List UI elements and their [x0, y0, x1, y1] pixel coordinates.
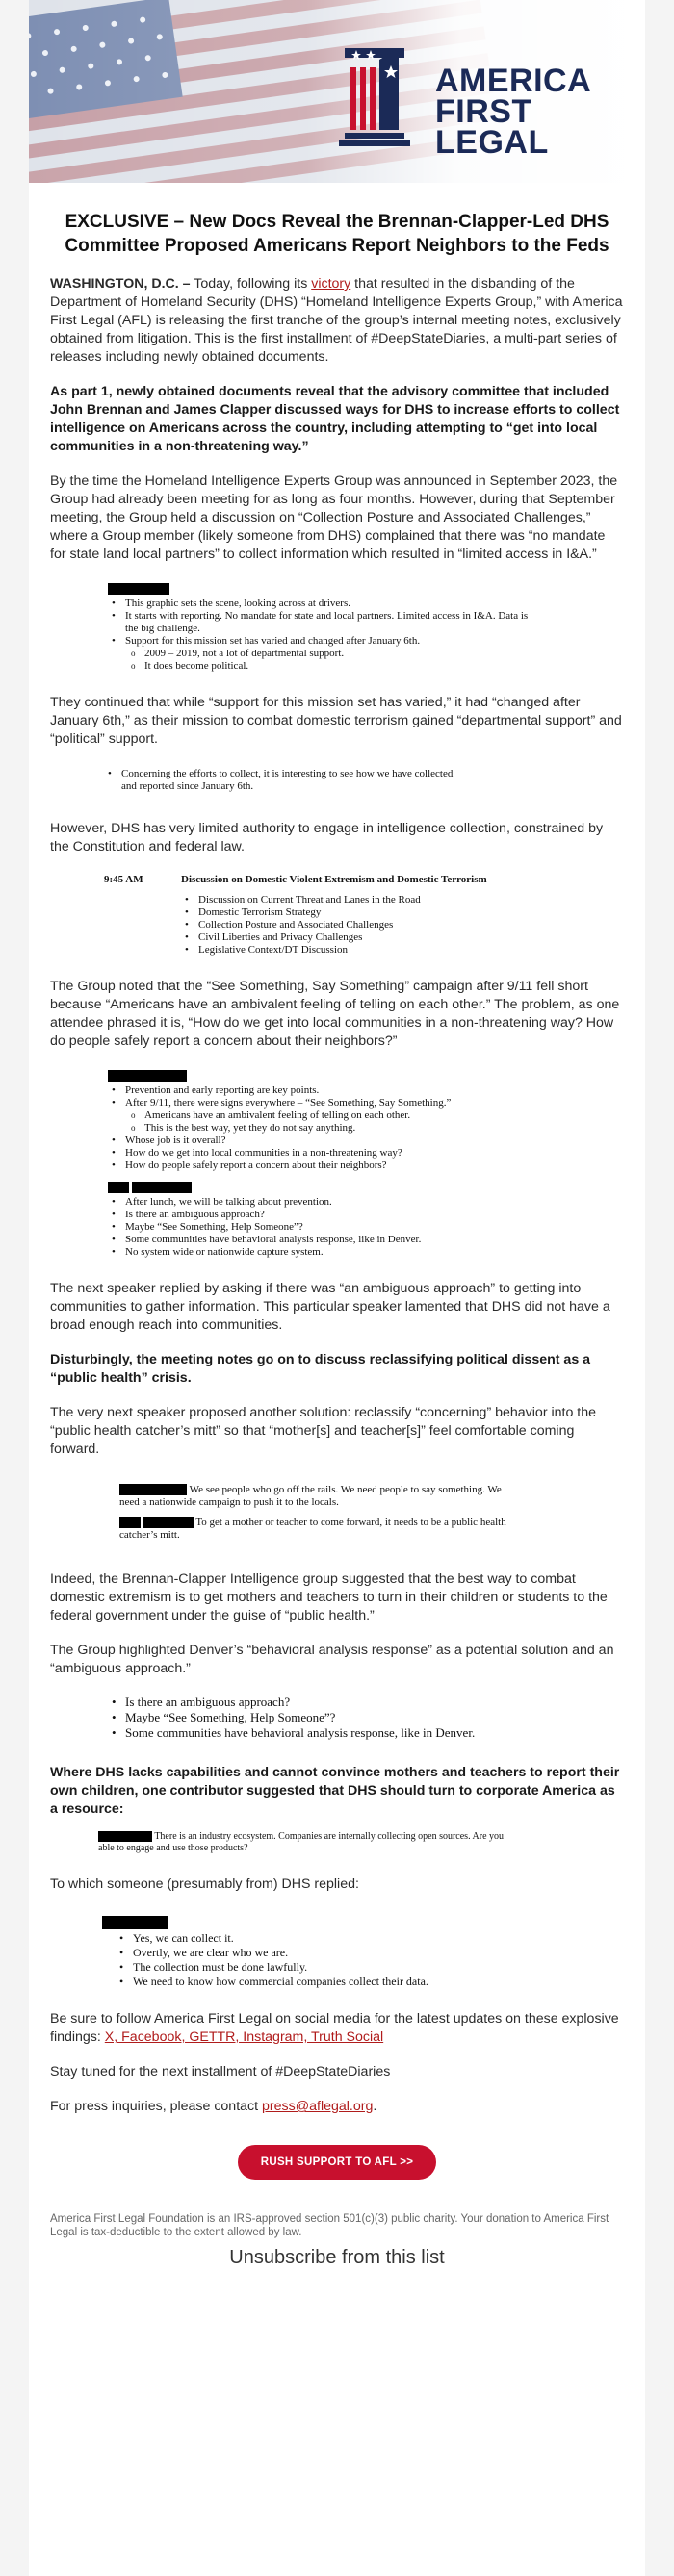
doc-line-text: There is an industry ecosystem. Companies are internally collecting open sources. Are you able to engage and use those products? [98, 1831, 505, 1853]
agenda-item: • Civil Liberties and Privacy Challenges [181, 931, 487, 944]
doc-item: • Some communities have behavioral analysis response, like in Denver. [108, 1725, 551, 1741]
intro-paragraph [50, 275, 624, 367]
doc-item: • It starts with reporting. No mandate for state and local partners. Limited access in I&A. Data is the big challenge. [108, 610, 531, 635]
doc-item: • We need to know how commercial companies collect their data. [116, 1975, 526, 1989]
agenda-heading: Discussion on Domestic Violent Extremism and Domestic Terrorism [181, 874, 487, 885]
afl-logo[interactable] [327, 38, 626, 164]
doc-item: • How do people safely report a concern about their neighbors? [108, 1160, 531, 1172]
doc-item: • Whose job is it overall? [108, 1135, 531, 1147]
doc-excerpt-3 [104, 874, 585, 956]
paragraph-2: By the time the Homeland Intelligence Experts Group was announced in September 2023, the Group had already been meeting for as long as four months. However, during that September meeting, the Group held a discussion on “Collection Posture and Associated Challenges,” where a Group member (likely someone from DHS) complained that there was “no mandate for state land local partners” to collect information which resulted in “limited access in I&A.” [50, 473, 618, 562]
logo-wordmark [435, 63, 592, 161]
logo-text-first: FIRST [435, 93, 532, 130]
doc-line-text: To get a mother or teacher to come forward, it needs to be a public health catcher’s mitt. [119, 1517, 506, 1541]
redaction-group [108, 1182, 531, 1194]
social-media-links[interactable]: X, Facebook, GETTR, Instagram, Truth Social [104, 2029, 384, 2046]
footer-disclaimer: America First Legal Foundation is an IRS-approved section 501(c)(3) public charity. Your donation to America First Legal is tax-deductible to the extent allowed by law. [50, 2213, 609, 2239]
article-title: EXCLUSIVE – New Docs Reveal the Brennan-Clapper-Led DHS Committee Proposed Americans Report Neighbors to the Feds [65, 212, 609, 256]
redaction-bar [119, 1484, 187, 1495]
doc-item: • The collection must be done lawfully. [116, 1960, 526, 1975]
doc-item: • Maybe “See Something, Help Someone”? [108, 1710, 551, 1725]
redaction-bar [108, 583, 169, 595]
doc-item: • Concerning the efforts to collect, it is interesting to see how we have collected and reported since January 6th. [104, 768, 460, 793]
email-container [29, 0, 645, 2576]
doc-item: • After lunch, we will be talking about prevention. [108, 1196, 531, 1209]
doc-item: • Maybe “See Something, Help Someone”? [108, 1221, 531, 1234]
agenda-row [104, 874, 585, 956]
intro-text-b: that resulted in the disbanding of the Department of Homeland Security (DHS) “Homeland Intelligence Experts Group,” with America First Legal (AFL) is releasing the first tranche of the group’s internal meeting notes, exclusively obtained from litigation. This is the first installment of #DeepStateDiaries, a multi-part series of releases including newly obtained documents. [50, 276, 623, 365]
intro-text-a: Today, following its [190, 276, 312, 292]
redaction-bar [143, 1517, 194, 1528]
redaction-bar [108, 1182, 129, 1193]
dateline: WASHINGTON, D.C. – [50, 276, 191, 292]
press-text: For press inquiries, please contact [50, 2099, 263, 2115]
doc-subitem: o Americans have an ambivalent feeling of telling on each other. [108, 1109, 531, 1122]
follow-text: Be sure to follow America First Legal on social media for the latest updates on these explosive findings: [50, 2011, 619, 2046]
logo-text-america: AMERICA [435, 63, 592, 99]
agenda-block [181, 874, 487, 956]
doc-subitem: o 2009 – 2019, not a lot of departmental support. [108, 648, 531, 660]
doc-item: • How do we get into local communities in a non-threatening way? [108, 1147, 531, 1160]
logo-text-legal: LEGAL [435, 124, 549, 161]
paragraph-10: To which someone (presumably from) DHS replied: [50, 1876, 359, 1892]
press-text-end: . [373, 2099, 377, 2115]
paragraph-6: The next speaker replied by asking if there was “an ambiguous approach” to getting into communities to gather information. This particular speaker lamented that DHS did not have a broad enough reach into communities. [50, 1281, 610, 1333]
agenda-time: 9:45 AM [104, 874, 143, 885]
agenda-item: • Discussion on Current Threat and Lanes in the Road [181, 894, 487, 906]
doc-item: • Prevention and early reporting are key points. [108, 1084, 531, 1097]
press-paragraph [50, 2098, 624, 2116]
agenda-item: • Domestic Terrorism Strategy [181, 906, 487, 919]
article-body [29, 210, 645, 2269]
doc-excerpt-7 [98, 1831, 512, 1854]
victory-link[interactable]: victory [311, 276, 351, 292]
doc-excerpt-1 [108, 583, 531, 673]
doc-item: • Is there an ambiguous approach? [108, 1209, 531, 1221]
doc-item: • Overtly, we are clear who we are. [116, 1946, 526, 1960]
press-email-link[interactable]: press@aflegal.org [262, 2099, 374, 2115]
agenda-item: • Legislative Context/DT Discussion [181, 944, 487, 956]
doc-excerpt-2 [104, 768, 460, 793]
rush-support-button[interactable]: RUSH SUPPORT TO AFL >> [238, 2145, 436, 2180]
doc-item: • Support for this mission set has varied and changed after January 6th. [108, 635, 531, 648]
doc-excerpt-6 [108, 1695, 551, 1741]
doc-subitem: o It does become political. [108, 660, 531, 673]
doc-line-text: We see people who go off the rails. We need people to say something. We need a nationwide campaign to push it to the locals. [119, 1484, 502, 1508]
doc-subitem: o This is the best way, yet they do not say anything. [108, 1122, 531, 1135]
doc-item: • No system wide or nationwide capture system. [108, 1246, 531, 1259]
bold-paragraph-2: Disturbingly, the meeting notes go on to discuss reclassifying political dissent as a “public health” crisis. [50, 1352, 591, 1386]
header-banner [29, 0, 645, 183]
bold-paragraph-1: As part 1, newly obtained documents reveal that the advisory committee that included John Brennan and James Clapper discussed ways for DHS to increase efforts to collect intelligence on Americans across the country, including attempting to “get into local communities in a non-threatening way.” [50, 384, 620, 454]
social-follow-paragraph [50, 2010, 624, 2047]
paragraph-5: The Group noted that the “See Something, Say Something” campaign after 9/11 fell short because “Americans have an ambivalent feeling of telling on each other.” The problem, as one attendee phrased it is, “How do we get into local communities in a non-threatening way? How do people safely report a concern about their neighbors?” [50, 979, 620, 1049]
redaction-bar [119, 1517, 141, 1528]
unsubscribe-link[interactable]: Unsubscribe from this list [229, 2247, 445, 2269]
doc-item: • Is there an ambiguous approach? [108, 1695, 551, 1710]
doc-line [119, 1484, 524, 1509]
redaction-bar [98, 1831, 152, 1842]
bold-paragraph-3: Where DHS lacks capabilities and cannot convince mothers and teachers to report their own children, one contributor suggested that DHS should turn to corporate America as a resource: [50, 1765, 620, 1817]
paragraph-8: Indeed, the Brennan-Clapper Intelligence group suggested that the best way to combat domestic extremism is to get mothers and teachers to turn in their children or students to the federal government under the guise of “public health.” [50, 1571, 608, 1623]
paragraph-4: However, DHS has very limited authority to engage in intelligence collection, constrained by the Constitution and federal law. [50, 821, 604, 854]
doc-excerpt-4 [108, 1070, 531, 1259]
paragraph-9: The Group highlighted Denver’s “behavioral analysis response” as a potential solution and an “ambiguous approach.” [50, 1643, 614, 1676]
paragraph-3: They continued that while “support for this mission set has varied,” it had “changed after January 6th,” as their mission to combat domestic terrorism gained “departmental support” and “political” support. [50, 695, 622, 747]
doc-line [119, 1517, 524, 1542]
redaction-bar [108, 1070, 187, 1082]
doc-item: • Some communities have behavioral analysis response, like in Denver. [108, 1234, 531, 1246]
stay-tuned-paragraph: Stay tuned for the next installment of #DeepStateDiaries [50, 2064, 391, 2080]
agenda-item: • Collection Posture and Associated Challenges [181, 919, 487, 931]
doc-item: • After 9/11, there were signs everywhere – “See Something, Say Something.” [108, 1097, 531, 1109]
doc-excerpt-5 [119, 1484, 524, 1542]
paragraph-7: The very next speaker proposed another solution: reclassify “concerning” behavior into the “public health catcher’s mitt” so that “mother[s] and teacher[s]” feel comfortable coming forward. [50, 1405, 597, 1457]
doc-excerpt-8 [102, 1915, 526, 1989]
doc-item: • Yes, we can collect it. [116, 1931, 526, 1946]
doc-item: • This graphic sets the scene, looking across at drivers. [108, 598, 531, 610]
redaction-bar [132, 1182, 192, 1193]
cta-container [50, 2145, 624, 2180]
afl-emblem-icon [327, 38, 424, 154]
redaction-bar [102, 1916, 168, 1929]
